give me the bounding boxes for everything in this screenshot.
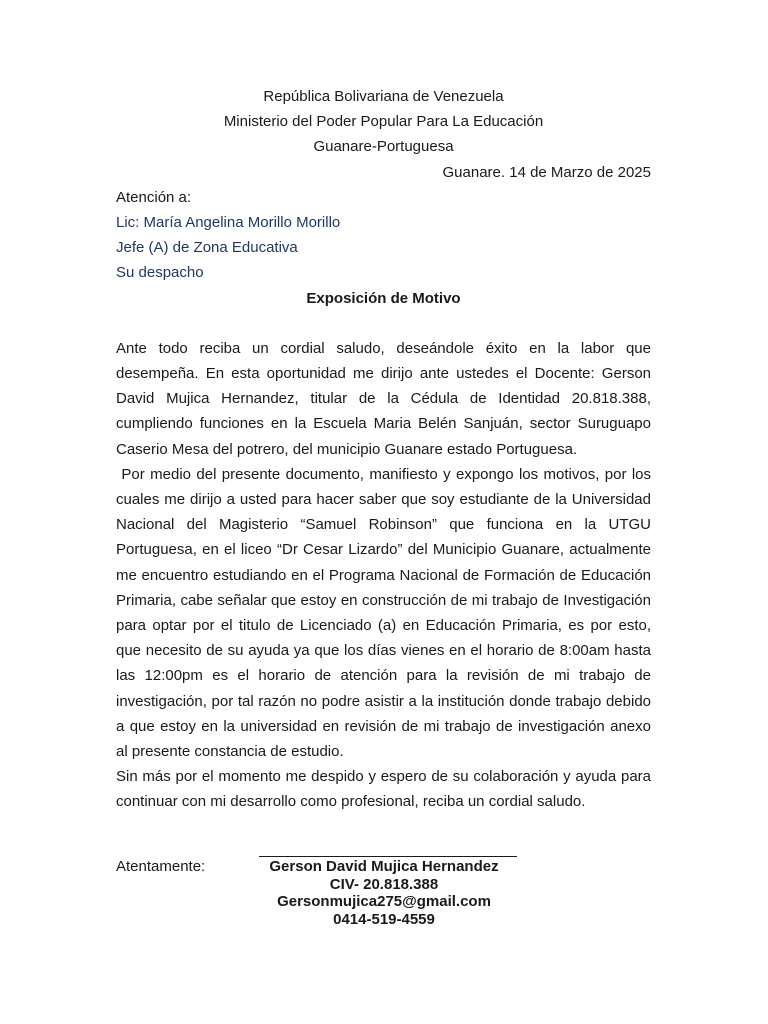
signature-line: [259, 856, 517, 857]
spacer: [116, 311, 651, 336]
signer-name: Gerson David Mujica Hernandez: [269, 858, 499, 875]
letter-date: Guanare. 14 de Marzo de 2025: [442, 163, 651, 181]
attention-label: Atención a:: [116, 188, 192, 206]
closing-label: Atentamente:: [116, 858, 206, 875]
signer-id: CIV- 20.818.388: [329, 875, 439, 893]
header-ministry: Ministerio del Poder Popular Para La Educación: [223, 113, 544, 131]
body-paragraph-3: Sin más por el momento me despido y espero de su colaboración y ayuda para continuar con mi desarrollo como profesional, reciba un cordial saludo.: [116, 768, 651, 811]
letter-title: Exposición de Motivo: [306, 289, 461, 307]
body-paragraph-1: Ante todo reciba un cordial saludo, deseándole éxito en la labor que desempeña. En esta oportunidad me dirijo ante ustedes el Docente: Gerson David Mujica Hernandez, titular de la Cédula de Identidad 20.818.388, cumpliendo funciones en la Escuela Maria Belén Sanjuán, sector Suruguapo Caserio Mesa del potrero, del municipio Guanare estado Portuguesa.: [116, 339, 651, 458]
header-location: Guanare-Portuguesa: [313, 138, 454, 156]
signature-section: [116, 832, 676, 942]
header-country: República Bolivariana de Venezuela: [263, 88, 504, 105]
signer-email: Gersonmujica275@gmail.com: [277, 893, 491, 910]
recipient-name: Lic: María Angelina Morillo Morillo: [116, 214, 341, 232]
signer-phone: 0414-519-4559: [333, 910, 435, 928]
letter-page: [116, 84, 656, 815]
recipient-role: Jefe (A) de Zona Educativa: [116, 239, 298, 257]
signature-block: [266, 858, 502, 928]
recipient-office: Su despacho: [116, 264, 204, 282]
body-paragraph-2: Por medio del presente documento, manifiesto y expongo los motivos, por los cuales me dirijo a usted para hacer saber que soy estudiante de la Universidad Nacional del Magisterio “Samuel Robinson” que funciona en la UTGU Portuguesa, en el liceo “Dr Cesar Lizardo” del Municipio Guanare, actualmente me encuentro estudiando en el Programa Nacional de Formación de Educación Primaria, cabe señalar que estoy en construcción de mi trabajo de Investigación para optar por el titulo de Licenciado (a) en Educación Primaria, es por esto, que necesito de su ayuda ya que los días vienes en el horario de 8:00am hasta las 12:00pm es el horario de atención para la revisión de mi trabajo de investigación, por tal razón no podre asistir a la institución donde trabajo debido a que estoy en la universidad en revisión de mi trabajo de investigación anexo al presente constancia de estudio.: [116, 465, 656, 761]
